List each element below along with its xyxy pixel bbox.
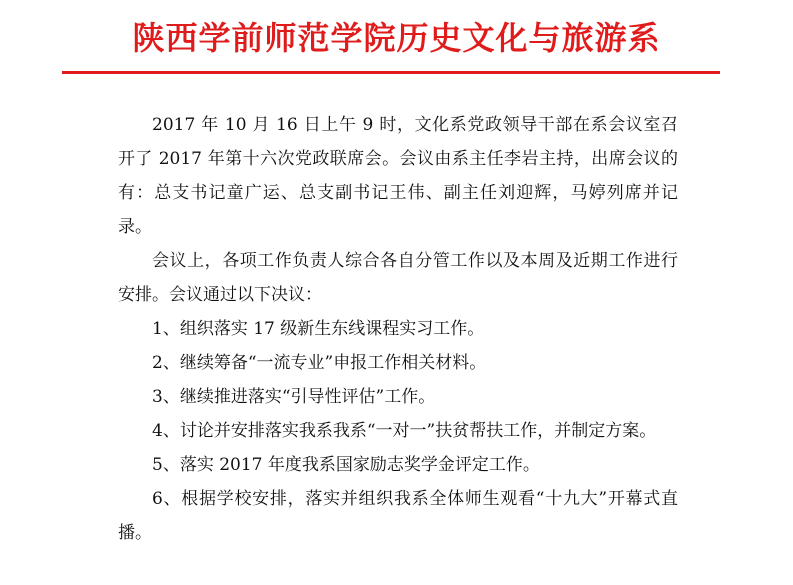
resolution-item-6: 6、根据学校安排，落实并组织我系全体师生观看“十九大”开幕式直播。 (118, 489, 678, 543)
resolution-item-2: 2、继续筹备“一流专业”申报工作相关材料。 (152, 353, 487, 373)
meeting-minutes-body (118, 108, 678, 550)
header-divider (62, 71, 720, 74)
paragraph-intro: 2017 年 10 月 16 日上午 9 时，文化系党政领导干部在系会议室召开了 2017 年第十六次党政联席会。会议由系主任李岩主持，出席会议的有：总支书记童广运、总支副书记王伟、副主任刘迎辉，马婷列席并记录。 (118, 115, 678, 237)
resolution-item-3: 3、继续推进落实“引导性评估”工作。 (152, 387, 436, 407)
paragraph-resolutions-lead: 会议上，各项工作负责人综合各自分管工作以及本周及近期工作进行安排。会议通过以下决议： (118, 251, 678, 305)
department-title: 陕西学前师范学院历史文化与旅游系 (132, 19, 661, 57)
resolution-item-1: 1、组织落实 17 级新生东线课程实习工作。 (152, 319, 485, 339)
resolution-item-4: 4、讨论并安排落实我系我系“一对一”扶贫帮扶工作，并制定方案。 (152, 421, 657, 441)
resolution-item-5: 5、落实 2017 年度我系国家励志奖学金评定工作。 (152, 455, 540, 475)
